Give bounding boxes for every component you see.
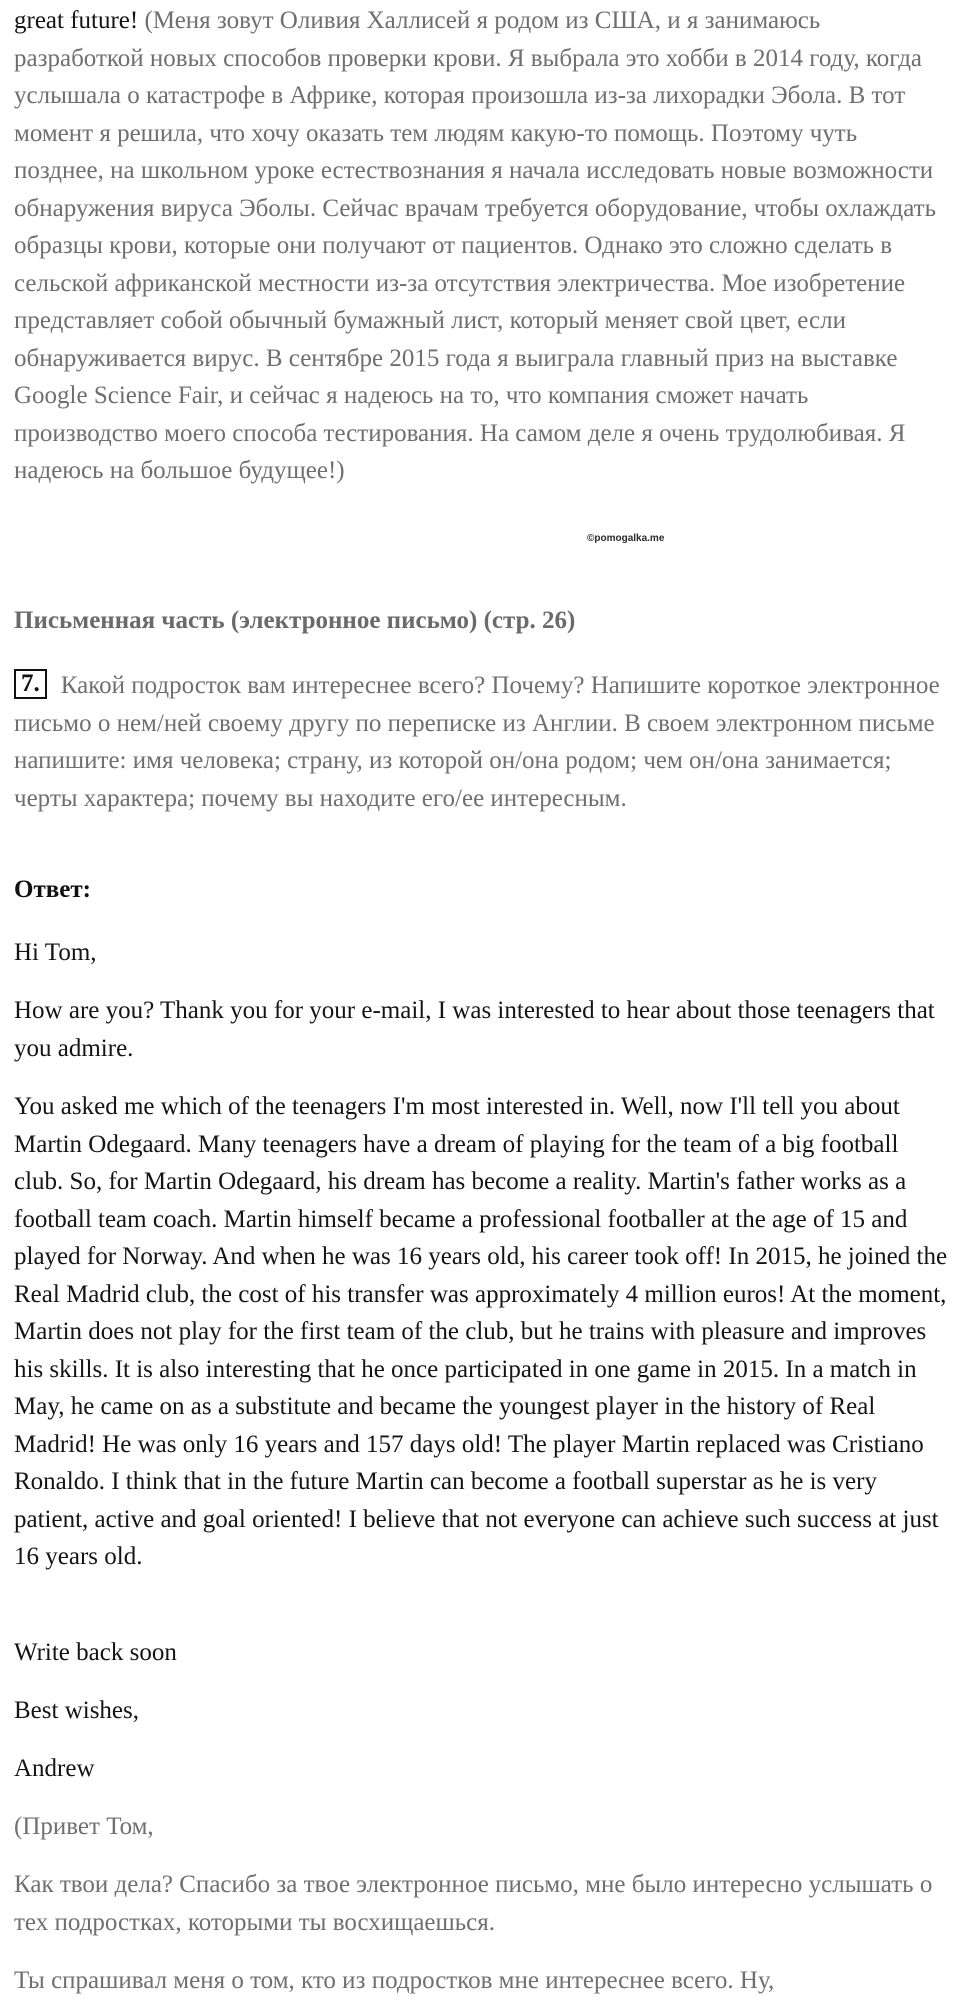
letter-paragraph-1: How are you? Thank you for your e-mail, I was interested to hear about those teenagers that you admire. xyxy=(14,997,935,1062)
letter-paragraph-2: You asked me which of the teenagers I'm most interested in. Well, now I'll tell you about Martin Odegaard. Many teenagers have a dream of playing for the team of a big football club. So, for Martin Odegaard, his dream has become a reality. Martin's father works as a football team coach. Martin himself became a professional footballer at the age of 15 and played for Norway. And when he was 16 years old, his career took off! In 2015, he joined the Real Madrid club, the cost of his transfer was approximately 4 million euros! At the moment, Martin does not play for the first team of the club, but he trains with pleasure and improves his skills. It is also interesting that he once participated in one game in 2015. In a match in May, he came on as a substitute and became the youngest player in the history of Real Madrid! He was only 16 years and 157 days old! The player Martin replaced was Cristiano Ronaldo. I think that in the future Martin can become a football superstar as he is very patient, active and goal oriented! I believe that not everyone can achieve such success at just 16 years old. xyxy=(14,1093,948,1570)
intro-lead-english: great future! xyxy=(14,7,139,34)
letter-wishes: Best wishes, xyxy=(14,1697,139,1724)
letter-signature: Andrew xyxy=(14,1755,95,1782)
intro-russian-translation: (Меня зовут Оливия Халлисей я родом из США, и я занимаюсь разработкой новых способов проверки крови. Я выбрала это хобби в 2014 году, когда услышала о катастрофе в Африке, которая произошла из-за лихорадки Эбола. В тот момент я решила, что хочу оказать тем людям какую-то помощь. Поэтому чуть позднее, на школьном уроке естествознания я начала исследовать новые возможности обнаружения вируса Эболы. Сейчас врачам требуется оборудование, чтобы охлаждать образцы крови, которые они получают от пациентов. Однако это сложно сделать в сельской африканской местности из-за отсутствия электричества. Мое изобретение представляет собой обычный бумажный лист, который меняет свой цвет, если обнаруживается вирус. В сентябре 2015 года я выиграла главный приз на выставке Google Science Fair, и сейчас я надеюсь на то, что компания сможет начать производство моего способа тестирования. На самом деле я очень трудолюбивая. Я надеюсь на большое будущее!) xyxy=(14,7,937,484)
task-number-box: 7. xyxy=(14,669,47,699)
task-text: Какой подросток вам интереснее всего? Почему? Напишите короткое электронное письмо о нем/ней своему другу по переписке из Англии. В своем электронном письме напишите: имя человека; страну, из которой он/она родом; чем он/она занимается; черты характера; почему вы находите его/ее интересным. xyxy=(14,672,940,812)
section-heading: Письменная часть (электронное письмо) (стр. 26) xyxy=(14,607,576,634)
intro-paragraph xyxy=(14,2,948,490)
answer-label: Ответ: xyxy=(14,876,91,903)
translation-greeting: (Привет Том, xyxy=(14,1813,154,1840)
task-paragraph xyxy=(14,667,948,817)
letter-closing: Write back soon xyxy=(14,1639,177,1666)
letter-greeting: Hi Tom, xyxy=(14,939,97,966)
translation-paragraph-1: Как твои дела? Спасибо за твое электронное письмо, мне было интересно услышать о тех подростках, которыми ты восхищаешься. xyxy=(14,1871,933,1936)
translation-paragraph-2: Ты спрашивал меня о том, кто из подростков мне интереснее всего. Ну, xyxy=(14,1967,775,1994)
watermark: ©pomogalka.me xyxy=(587,533,665,544)
